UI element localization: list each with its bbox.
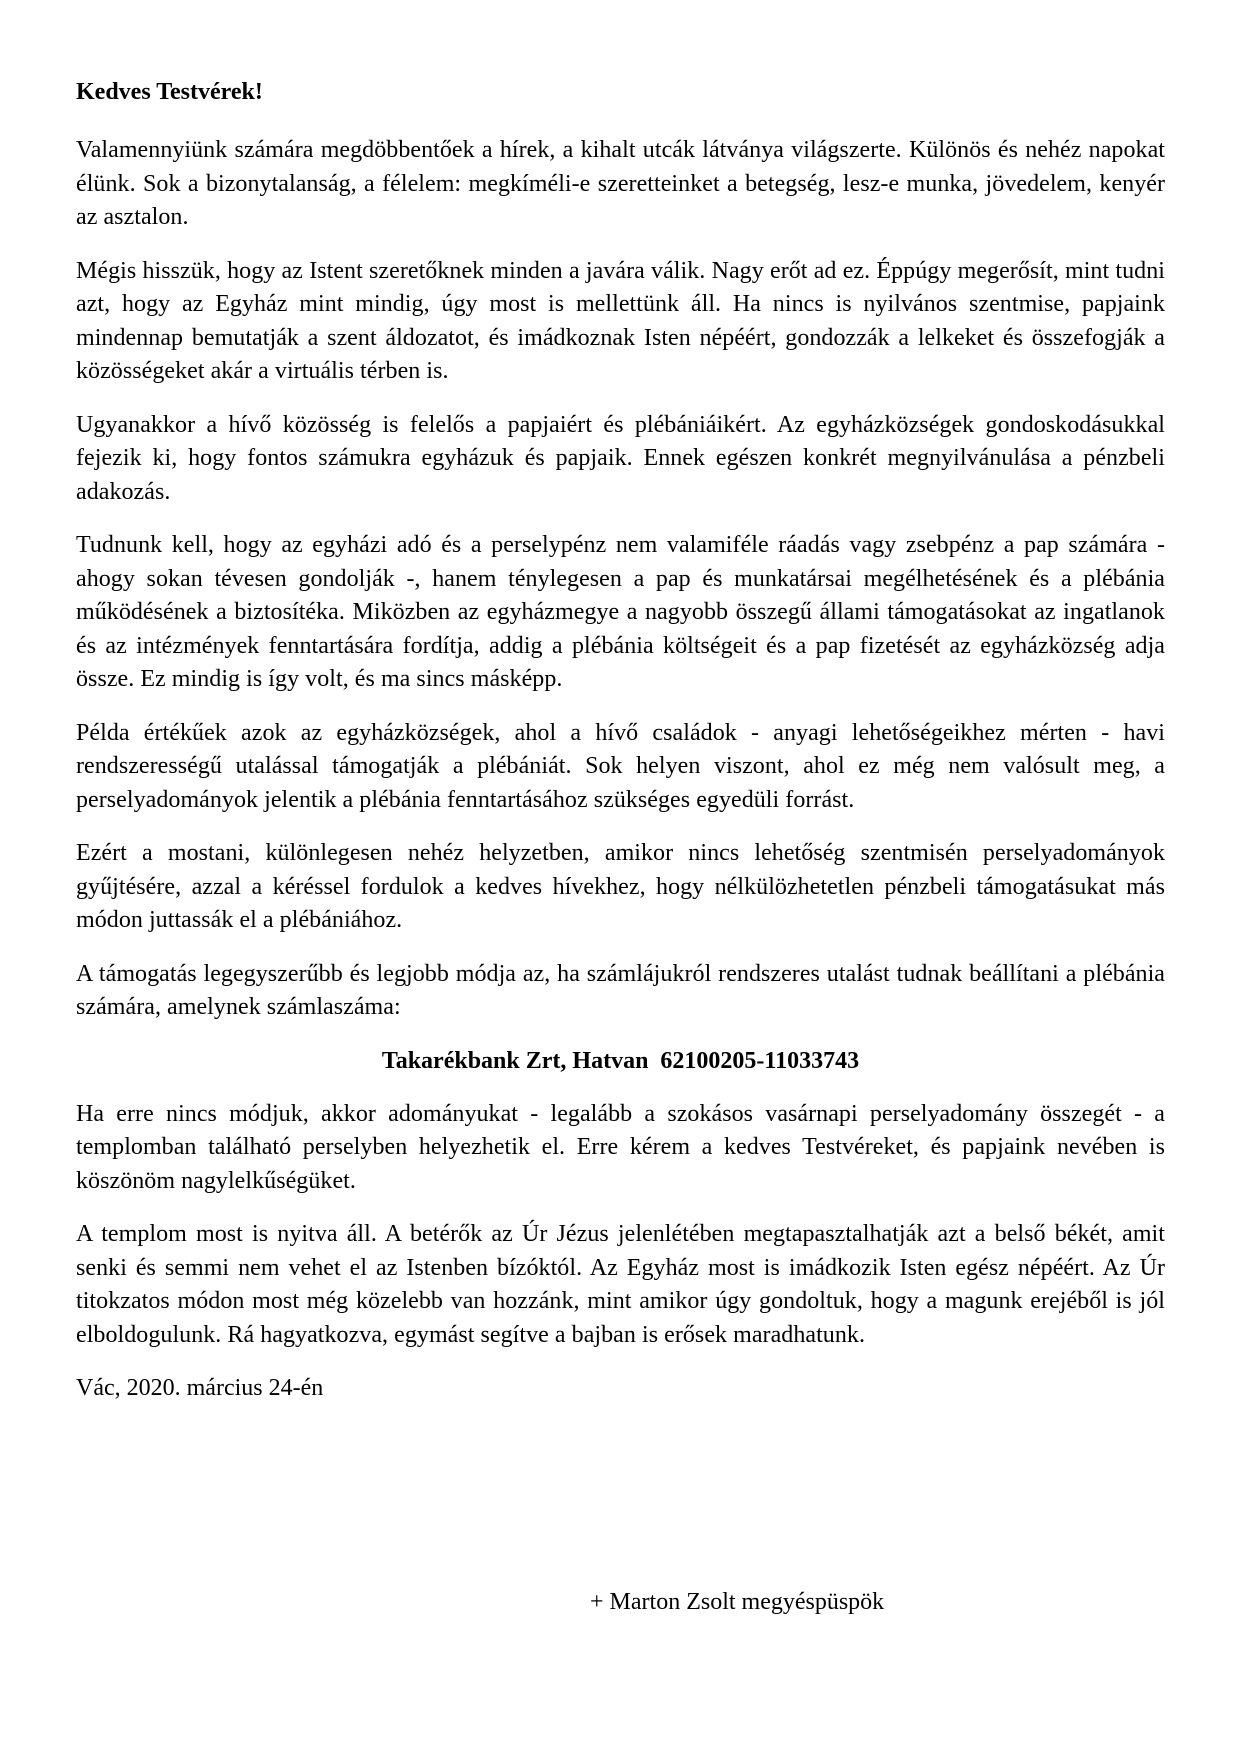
paragraph: Valamennyiünk számára megdöbbentőek a hírek, a kihalt utcák látványa világszerte. Különös és nehéz napokat élünk. Sok a bizonytalanság, a félelem: megkíméli-e szeretteinket a betegség, lesz-e munka, jövedelem, kenyér az asztalon. [76, 137, 1165, 230]
salutation: Kedves Testvérek! [76, 79, 263, 105]
paragraph: Ugyanakkor a hívő közösség is felelős a papjaiért és plébániáikért. Az egyházközségek gondoskodásukkal fejezik ki, hogy fontos számukra egyházuk és papjaik. Ennek egészen konkrét megnyilvánulása a pénzbeli adakozás. [76, 411, 1165, 505]
paragraph: A támogatás legegyszerűbb és legjobb módja az, ha számlájukról rendszeres utalást tudnak beállítani a plébánia számára, amelynek számlaszáma: [76, 960, 1165, 1020]
signature: + Marton Zsolt megyéspüspök [590, 1589, 885, 1615]
bank-account: Takarékbank Zrt, Hatvan 62100205-11033743 [381, 1047, 860, 1074]
place-date: Vác, 2020. március 24-én [76, 1375, 324, 1401]
paragraph: Tudnunk kell, hogy az egyházi adó és a perselypénz nem valamiféle ráadás vagy zsebpénz a pap számára - ahogy sokan tévesen gondolják -, hanem ténylegesen a pap és munkatársai megélhetésének és a plébánia működésének a biztosítéka. Miközben az egyházmegye a nagyobb összegű állami támogatásokat az ingatlanok és az intézmények fenntartására fordítja, addig a plébánia költségeit és a pap fizetését az egyházközség adja össze. Ez mindig is így volt, és ma sincs másképp. [76, 532, 1165, 692]
paragraph: A templom most is nyitva áll. A betérők az Úr Jézus jelenlétében megtapasztalhatják azt a belső békét, amit senki és semmi nem vehet el az Istenben bízóktól. Az Egyház most is imádkozik Isten egész népéért. Az Úr titokzatos módon most még közelebb van hozzánk, mint amikor úgy gondoltuk, hogy a magunk erejéből is jól elboldogulunk. Rá hagyatkozva, egymást segítve a bajban is erősek maradhatunk. [76, 1221, 1165, 1348]
paragraph: Ezért a mostani, különlegesen nehéz helyzetben, amikor nincs lehetőség szentmisén perselyadományok gyűjtésére, azzal a kéréssel fordulok a kedves hívekhez, hogy nélkülözhetetlen pénzbeli támogatásukat más módon juttassák el a plébániához. [76, 840, 1165, 933]
paragraph: Ha erre nincs módjuk, akkor adományukat - legalább a szokásos vasárnapi perselyadomány összegét - a templomban található perselyben helyezhetik el. Erre kérem a kedves Testvéreket, és papjaink nevében is köszönöm nagylelkűségüket. [76, 1100, 1165, 1194]
paragraph: Példa értékűek azok az egyházközségek, ahol a hívő családok - anyagi lehetőségeikhez mérten - havi rendszerességű utalással támogatják a plébániát. Sok helyen viszont, ahol ez még nem valósult meg, a perselyadományok jelentik a plébánia fenntartásához szükséges egyedüli forrást. [76, 719, 1165, 813]
letter-body [76, 76, 1165, 1405]
paragraph: Mégis hisszük, hogy az Istent szeretőknek minden a javára válik. Nagy erőt ad ez. Éppúgy megerősít, mint tudni azt, hogy az Egyház mint mindig, úgy most is mellettünk áll. Ha nincs is nyilvános szentmise, papjaink mindennap bemutatják a szent áldozatot, és imádkoznak Isten népéért, gondozzák a lelkeket és összefogják a közösségeket akár a virtuális térben is. [76, 257, 1165, 384]
